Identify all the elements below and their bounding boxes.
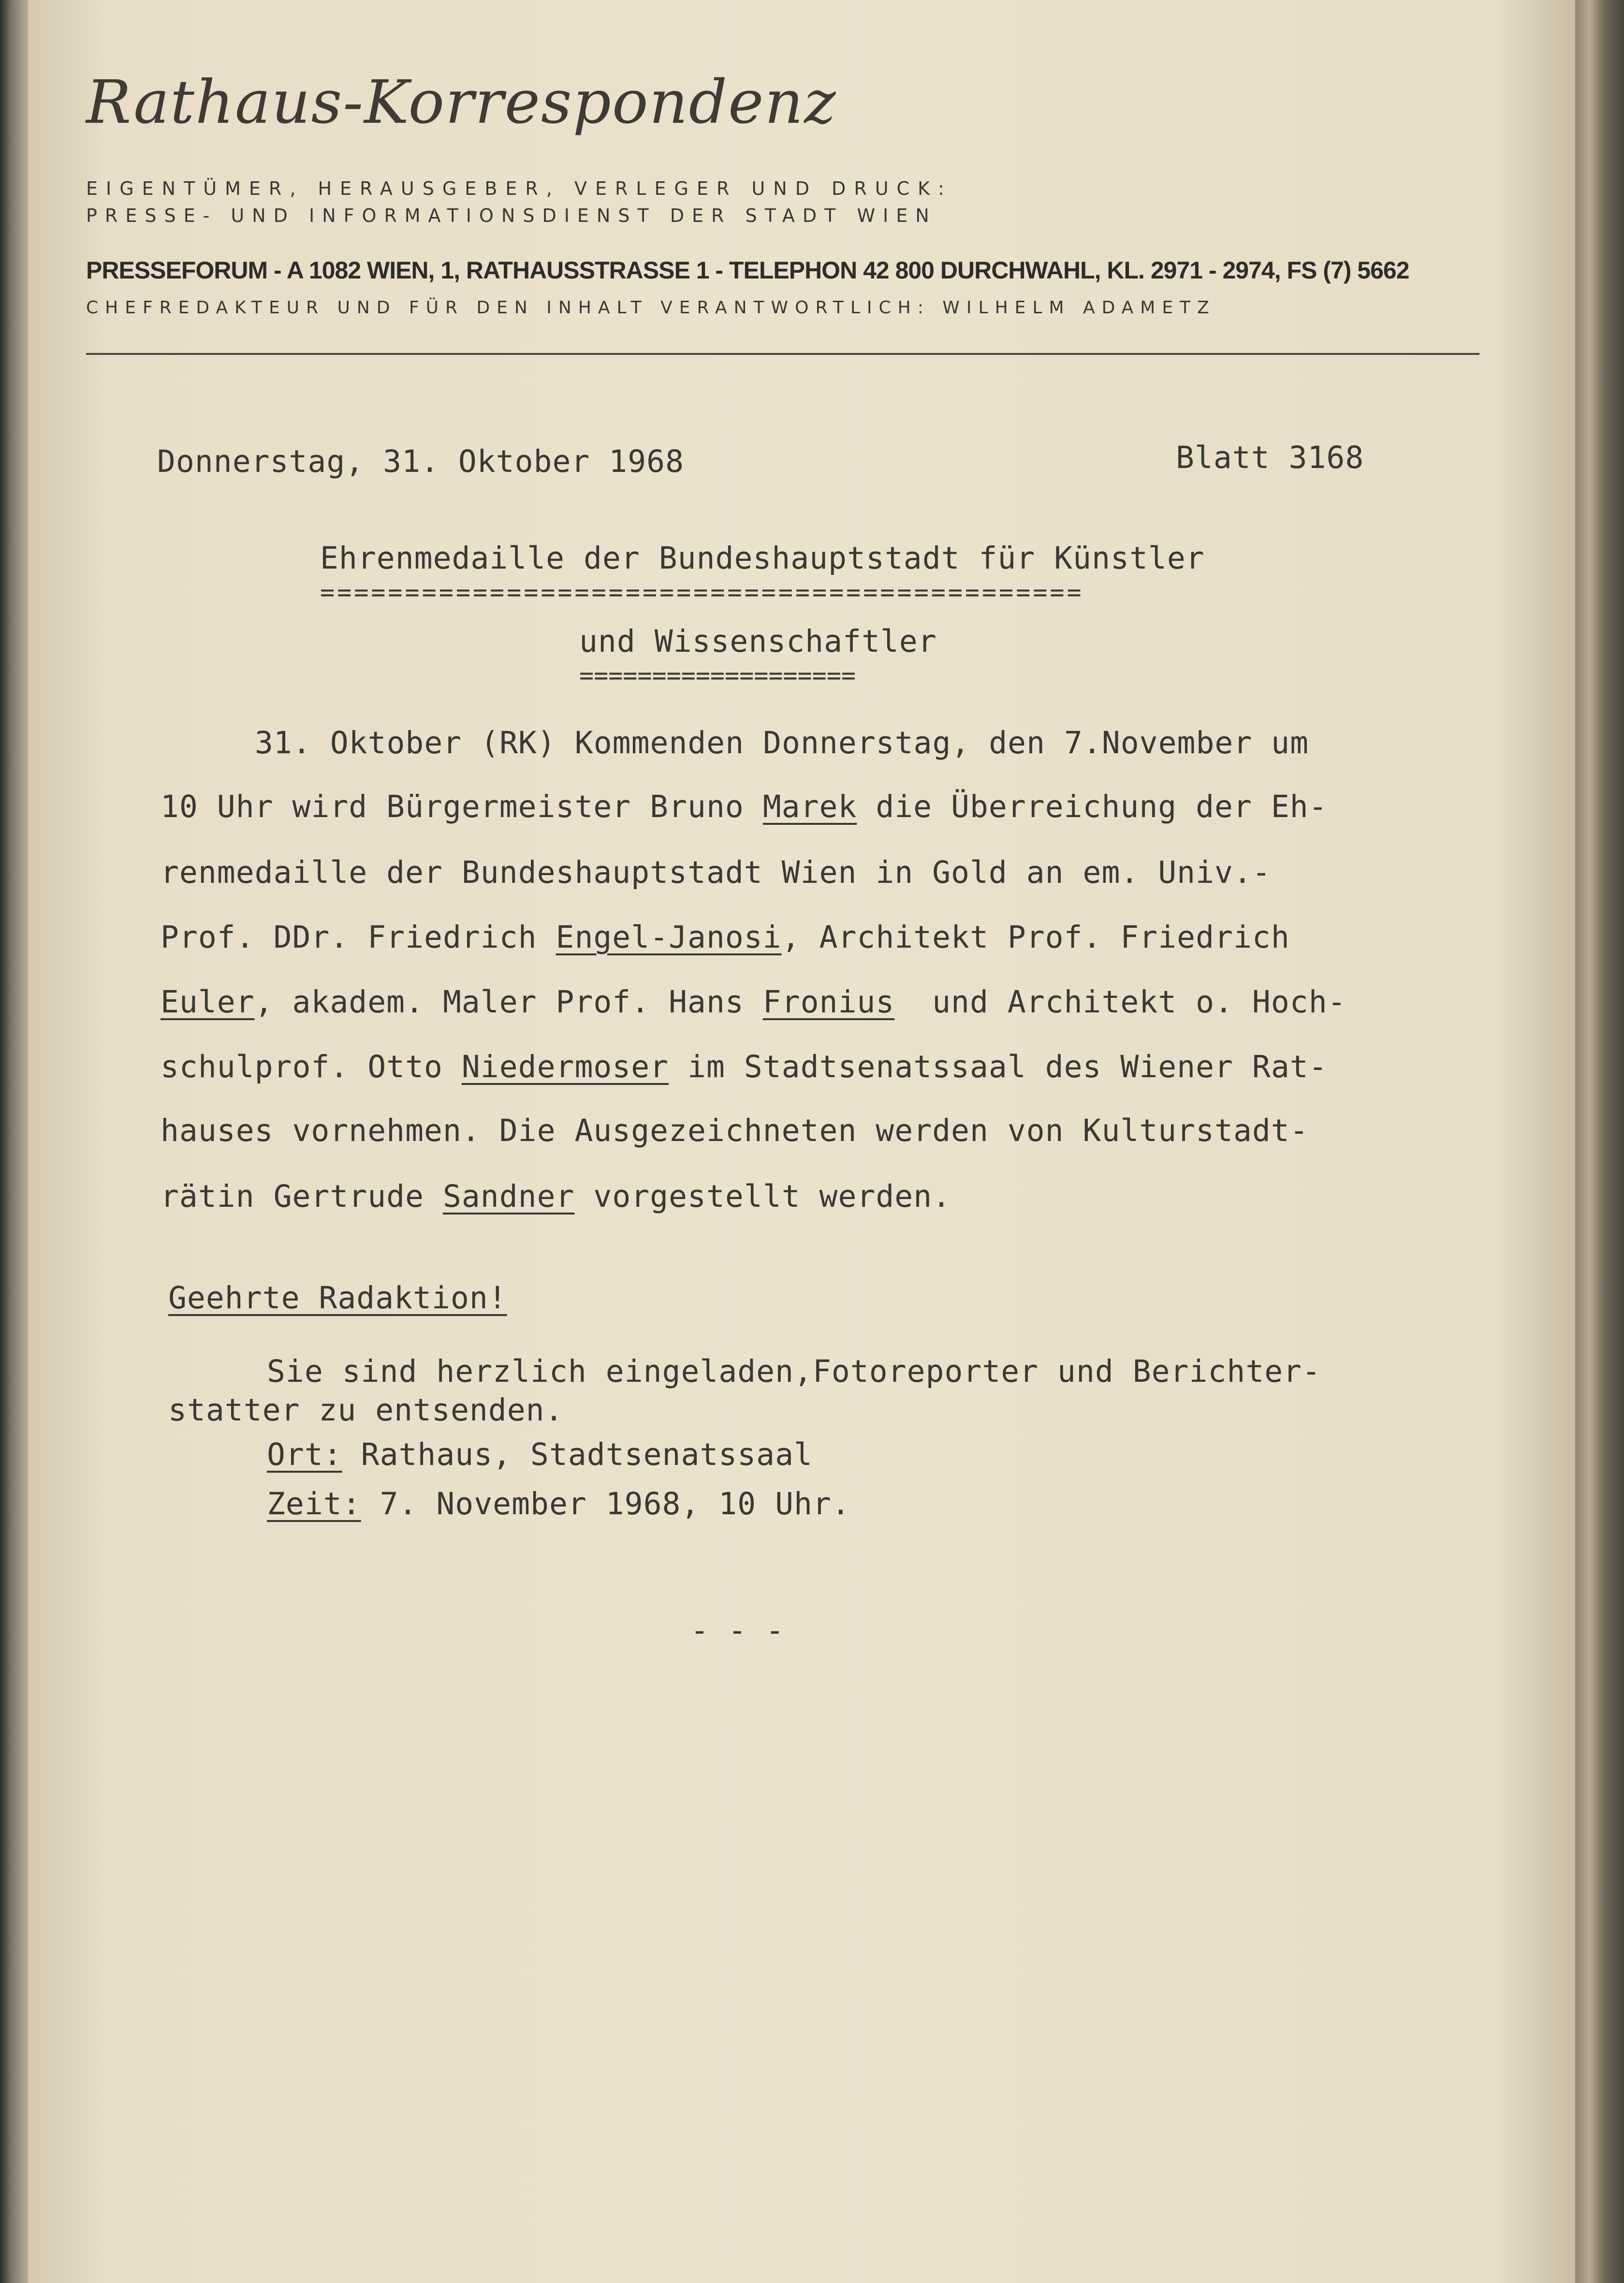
end-mark: - - - bbox=[690, 1613, 785, 1648]
underlined-name-niedermoser: Niedermoser bbox=[461, 1049, 669, 1084]
body-line-7: hauses vornehmen. Die Ausgezeichneten werden von Kulturstadt- bbox=[161, 1113, 1309, 1148]
body-line-1: 31. Oktober (RK) Kommenden Donnerstag, den 7.November um bbox=[255, 725, 1309, 761]
time-label: Zeit: bbox=[267, 1486, 361, 1522]
masthead-address-line: PRESSEFORUM - A 1082 WIEN, 1, RATHAUSSTRASSE 1 - TELEPHON 42 800 DURCHWAHL, KL. 2971 - 2974, FS (7) 5662 bbox=[86, 257, 1409, 284]
right-page-edge bbox=[1575, 0, 1624, 2283]
masthead-title: Rathaus-Korrespondenz bbox=[86, 68, 837, 137]
note-line-2: statter zu entsenden. bbox=[168, 1392, 564, 1428]
note-time: Zeit: 7. November 1968, 10 Uhr. bbox=[267, 1486, 850, 1522]
dateline-date: Donnerstag, 31. Oktober 1968 bbox=[157, 444, 685, 479]
note-salutation: Geehrte Radaktion! bbox=[168, 1280, 507, 1316]
dateline-sheet-number: Blatt 3168 bbox=[1176, 440, 1364, 475]
headline-line-1: Ehrenmedaille der Bundeshauptstadt für Künstler bbox=[320, 541, 1205, 576]
body-line-2: 10 Uhr wird Bürgermeister Bruno Marek die Überreichung der Eh- bbox=[161, 789, 1328, 824]
body-line-3: renmedaille der Bundeshauptstadt Wien in Gold an em. Univ.- bbox=[161, 855, 1271, 890]
note-location: Ort: Rathaus, Stadtsenatssaal bbox=[267, 1437, 813, 1472]
body-line-6: schulprof. Otto Niedermoser im Stadtsenatssaal des Wiener Rat- bbox=[161, 1049, 1328, 1084]
masthead-owner-line-1: EIGENTÜMER, HERAUSGEBER, VERLEGER UND DRUCK: bbox=[86, 178, 952, 199]
underlined-name-marek: Marek bbox=[762, 789, 857, 824]
headline-line-2: und Wissenschaftler bbox=[579, 624, 937, 659]
headline-rule-1: ============================================= bbox=[320, 578, 1084, 606]
body-line-4: Prof. DDr. Friedrich Engel-Janosi, Architekt Prof. Friedrich bbox=[161, 920, 1290, 955]
underlined-name-fronius: Fronius bbox=[762, 984, 895, 1020]
masthead-divider bbox=[86, 353, 1479, 355]
masthead-owner-line-2: PRESSE- UND INFORMATIONSDIENST DER STADT WIEN bbox=[86, 205, 937, 226]
left-page-edge bbox=[0, 0, 28, 2283]
location-label: Ort: bbox=[267, 1437, 342, 1472]
headline-rule-2: =================== bbox=[579, 661, 856, 689]
underlined-name-euler: Euler bbox=[161, 984, 255, 1020]
body-line-5: Euler, akadem. Maler Prof. Hans Fronius und Architekt o. Hoch- bbox=[161, 984, 1346, 1020]
underlined-name-engel-janosi: Engel-Janosi bbox=[556, 920, 782, 955]
body-line-8: rätin Gertrude Sandner vorgestellt werden. bbox=[161, 1179, 951, 1214]
underlined-name-sandner: Sandner bbox=[442, 1179, 575, 1214]
note-line-1: Sie sind herzlich eingeladen,Fotoreporter und Berichter- bbox=[267, 1354, 1321, 1389]
masthead-editor-line: CHEFREDAKTEUR UND FÜR DEN INHALT VERANTWORTLICH: WILHELM ADAMETZ bbox=[86, 298, 1216, 318]
